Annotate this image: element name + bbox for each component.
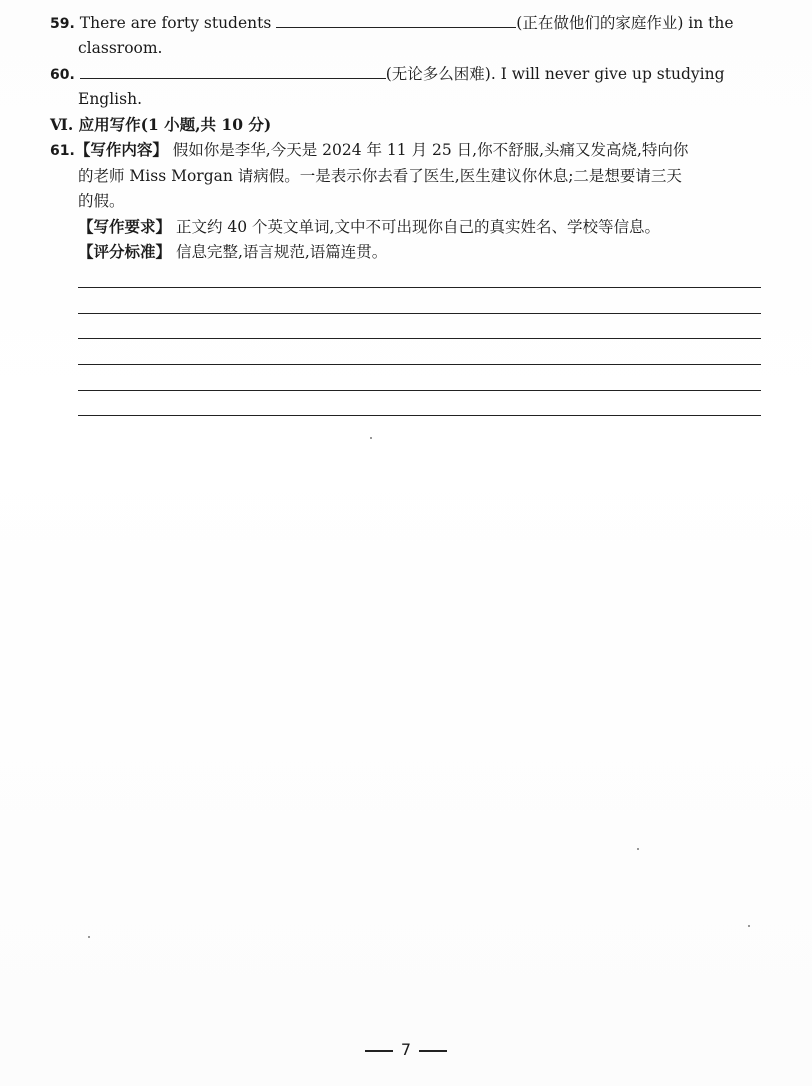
- writing-requirements: [78, 217, 660, 237]
- section-heading: Ⅵ. 应用写作(1 小题,共 10 分): [50, 115, 272, 134]
- question-number: 60.: [50, 67, 75, 83]
- question-number: 61.: [50, 143, 75, 159]
- content-text-line3: 的假。: [78, 192, 125, 210]
- writing-line[interactable]: [78, 338, 761, 339]
- scan-speck: [748, 925, 750, 927]
- question-59-continuation: classroom.: [78, 39, 163, 57]
- answer-blank[interactable]: [80, 64, 386, 79]
- dash-right: [419, 1050, 447, 1052]
- dash-left: [365, 1050, 393, 1052]
- writing-line[interactable]: [78, 287, 761, 288]
- criteria-text: 信息完整,语言规范,语篇连贯。: [175, 243, 388, 261]
- writing-line[interactable]: [78, 364, 761, 365]
- chinese-hint: (正在做他们的家庭作业) in the: [516, 14, 734, 32]
- scan-speck: [88, 936, 90, 938]
- question-60: [50, 64, 725, 85]
- question-number: 59.: [50, 16, 75, 32]
- content-tag: 【写作内容】: [74, 140, 168, 159]
- content-text-line1: 假如你是李华,今天是 2024 年 11 月 25 日,你不舒服,头痛又发高烧,特向你: [172, 141, 689, 159]
- scan-speck: [637, 848, 639, 850]
- page-footer: [0, 1040, 812, 1059]
- chinese-hint: (无论多么困难). I will never give up studying: [385, 65, 725, 83]
- scoring-criteria: [78, 242, 387, 262]
- question-text: There are forty students: [79, 14, 272, 32]
- answer-blank[interactable]: [276, 13, 516, 28]
- writing-line[interactable]: [78, 390, 761, 391]
- scan-speck: [370, 437, 372, 439]
- writing-line[interactable]: [78, 415, 761, 416]
- writing-line[interactable]: [78, 313, 761, 314]
- question-59: [50, 13, 734, 34]
- page-number: 7: [400, 1040, 412, 1059]
- requirement-tag: 【写作要求】: [78, 217, 172, 236]
- question-60-continuation: English.: [78, 90, 142, 108]
- question-61-content: [50, 140, 688, 161]
- content-text-line2: 的老师 Miss Morgan 请病假。一是表示你去看了医生,医生建议你休息;二是想要请三天: [78, 167, 682, 185]
- criteria-tag: 【评分标准】: [78, 242, 172, 261]
- requirement-text: 正文约 40 个英文单词,文中不可出现你自己的真实姓名、学校等信息。: [175, 218, 660, 236]
